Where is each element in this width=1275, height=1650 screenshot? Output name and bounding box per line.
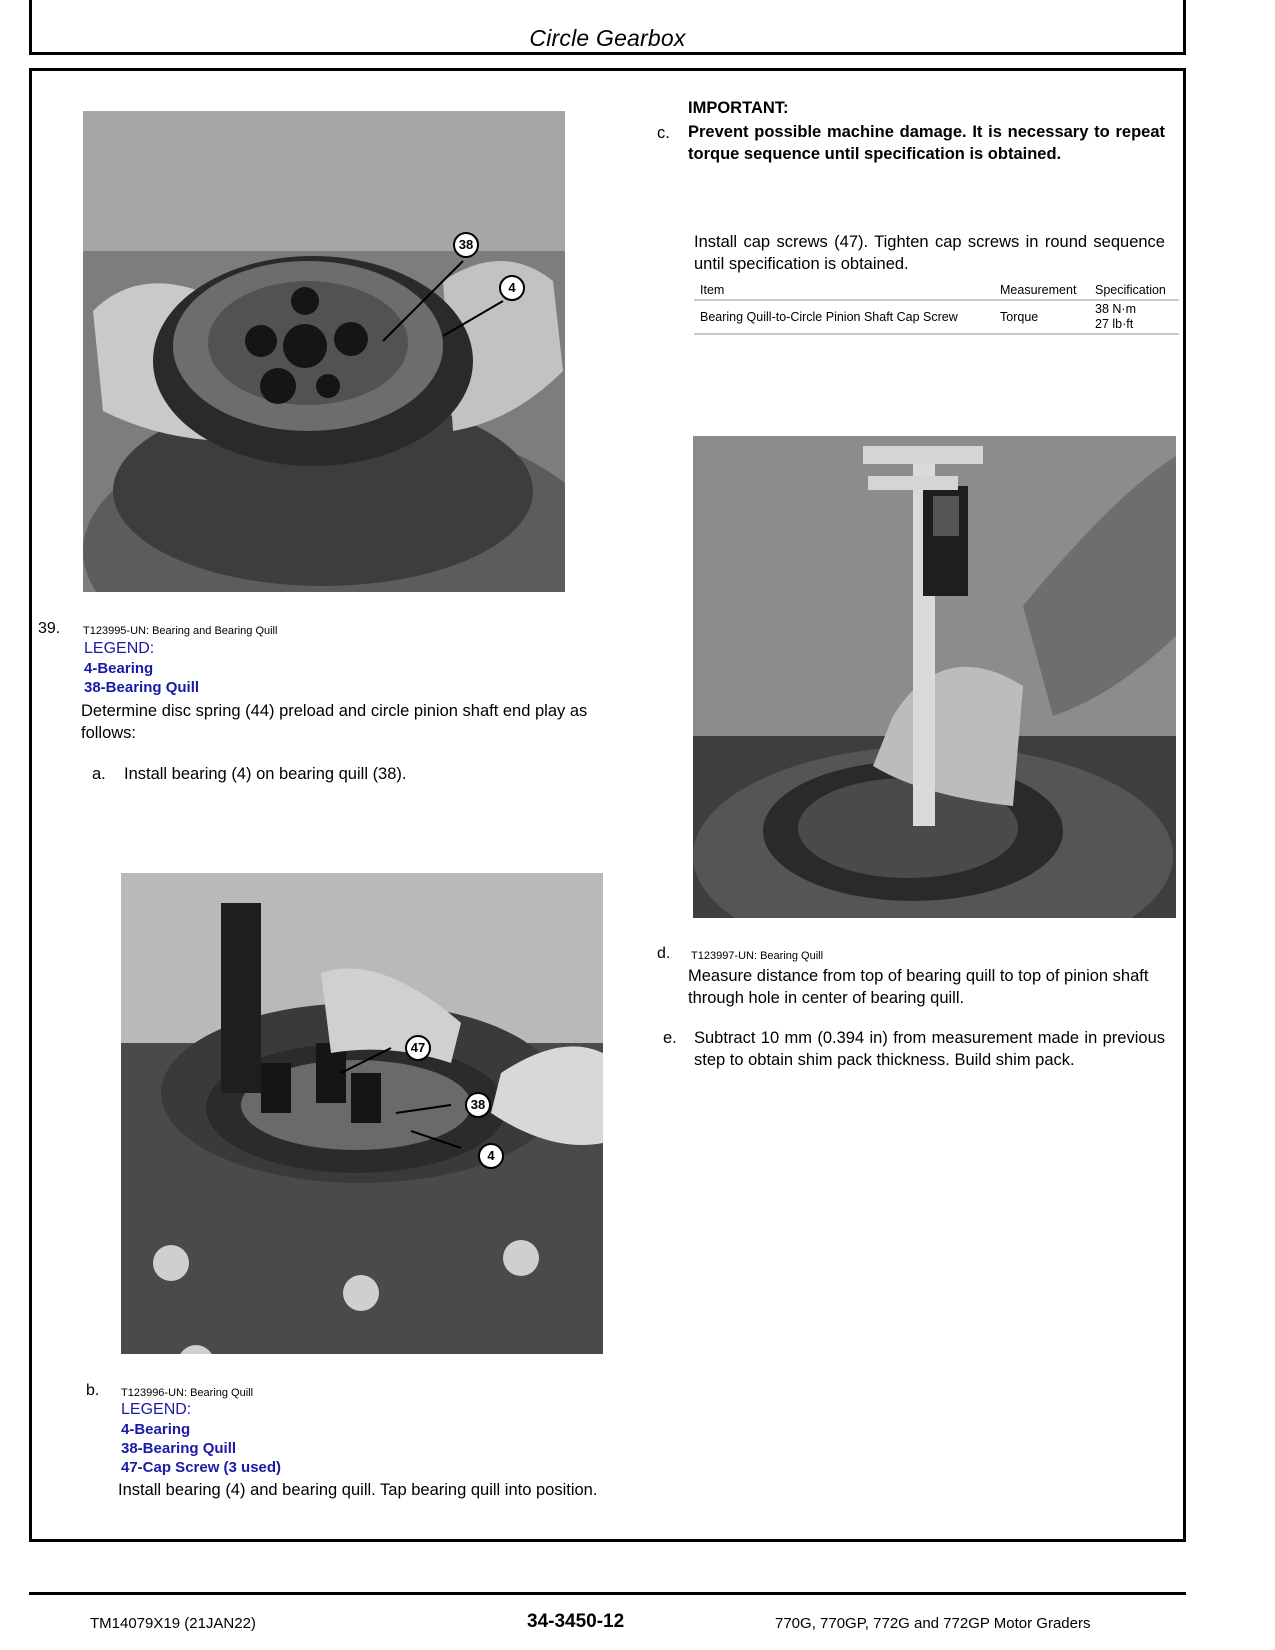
callout-38: 38 [453, 232, 479, 258]
callout-47: 47 [405, 1035, 431, 1061]
step-e-label: e. [663, 1029, 677, 1047]
footer-divider [29, 1592, 1186, 1595]
legend-item: 38-Bearing Quill [121, 1440, 237, 1457]
step-b-label: b. [86, 1382, 100, 1399]
legend-title: LEGEND: [121, 1401, 192, 1418]
important-text: Prevent possible machine damage. It is necessary to repeat torque sequence until specification is obtained. [688, 123, 1165, 163]
photo-bearing-quill-cap-screws [121, 873, 603, 1354]
column-header-item: Item [694, 281, 994, 300]
legend-item: 4-Bearing [121, 1421, 191, 1438]
table-cell-specification [1089, 300, 1179, 334]
intro-paragraph: Determine disc spring (44) preload and circle pinion shaft end play as follows: [81, 702, 588, 742]
photo-bearing-and-quill [83, 111, 565, 592]
header-box [29, 0, 1186, 55]
callout-4: 4 [478, 1143, 504, 1169]
footer-document-id: TM14079X19 (21JAN22) [90, 1615, 256, 1632]
footer-product-name: 770G, 770GP, 772G and 772GP Motor Graders [775, 1615, 1091, 1632]
photo-caliper-measurement [693, 436, 1176, 918]
callout-4: 4 [499, 275, 525, 301]
table-cell-measurement: Torque [994, 300, 1089, 334]
figure-caption: T123995-UN: Bearing and Bearing Quill [83, 625, 278, 637]
step-a-label: a. [92, 765, 106, 783]
legend-item: 38-Bearing Quill [84, 679, 200, 696]
step-c-label: c. [657, 124, 670, 142]
step-e-text: Subtract 10 mm (0.394 in) from measurement made in previous step to obtain shim pack thickness. Build shim pack. [694, 1029, 1165, 1069]
step-a-text: Install bearing (4) on bearing quill (38). [124, 765, 407, 783]
page-title: Circle Gearbox [529, 25, 686, 51]
footer-page-number: 34-3450-12 [527, 1611, 625, 1632]
table-cell-item: Bearing Quill-to-Circle Pinion Shaft Cap Screw [694, 300, 994, 334]
spec-metric: 38 N·m [1095, 302, 1136, 316]
important-label: IMPORTANT: [688, 99, 789, 117]
step-b-text: Install bearing (4) and bearing quill. Tap bearing quill into position. [118, 1481, 598, 1499]
column-header-measurement: Measurement [994, 281, 1089, 300]
column-header-specification: Specification [1089, 281, 1179, 300]
step-d-label: d. [657, 945, 671, 962]
legend-item: 4-Bearing [84, 660, 154, 677]
table-row [694, 300, 1179, 334]
install-cap-screws-text: Install cap screws (47). Tighten cap screws in round sequence until specification is obtained. [694, 233, 1165, 273]
figure-caption: T123996-UN: Bearing Quill [121, 1387, 254, 1399]
step-d-text: Measure distance from top of bearing quill to top of pinion shaft through hole in center of bearing quill. [688, 967, 1149, 1007]
figure-caption: T123997-UN: Bearing Quill [691, 950, 824, 962]
specification-table [694, 281, 1179, 335]
legend-title: LEGEND: [84, 640, 155, 657]
spec-imperial: 27 lb·ft [1095, 317, 1134, 331]
table-header-row [694, 281, 1179, 300]
callout-38: 38 [465, 1092, 491, 1118]
step-number-39: 39. [38, 620, 61, 637]
legend-item: 47-Cap Screw (3 used) [121, 1459, 282, 1476]
